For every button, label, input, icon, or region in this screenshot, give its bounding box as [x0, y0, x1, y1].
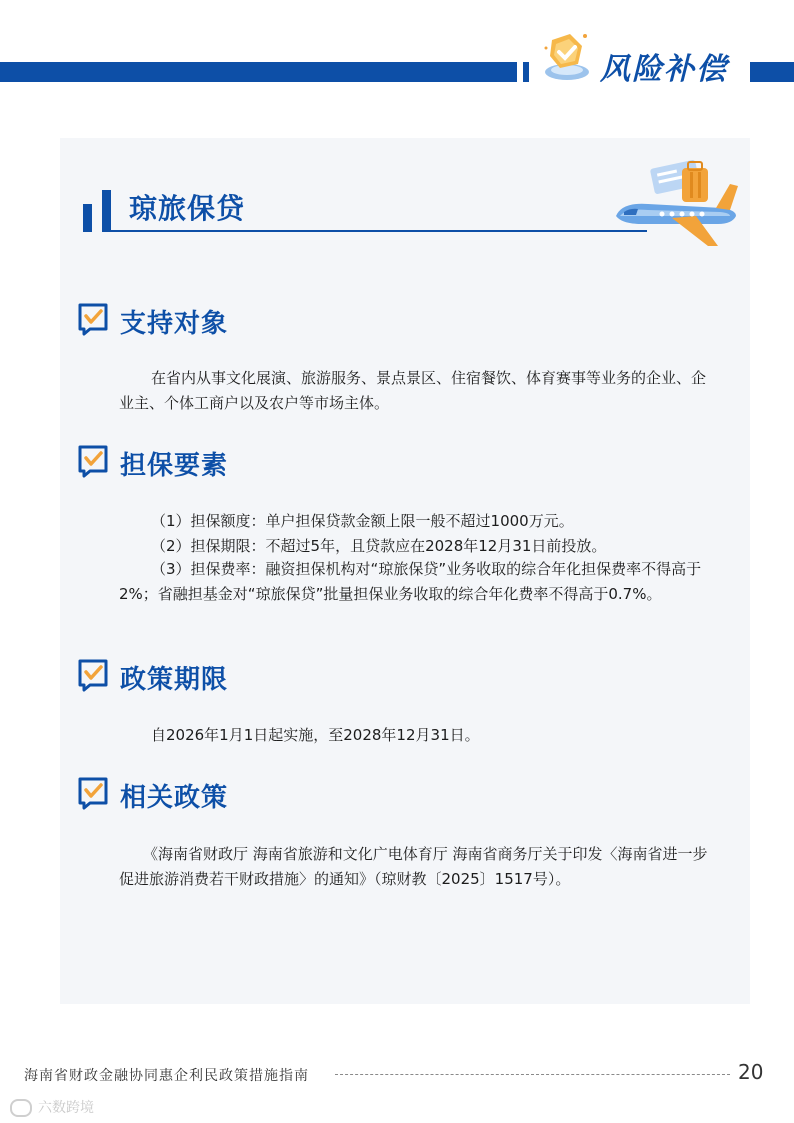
shield-check-icon	[538, 28, 596, 84]
checkbox-icon	[78, 659, 108, 692]
subsection-title: 相关政策	[120, 783, 229, 813]
list-item: （3）担保费率：融资担保机构对“琼旅保贷”业务收取的综合年化担保费率不得高于2%；省融担基金对“琼旅保贷”批量担保业务收取的综合年化费率不得高于0.7%。	[119, 560, 702, 603]
paragraph: 自2026年1月1日起实施，至2028年12月31日。	[151, 726, 480, 744]
banner-title: 风险补偿	[600, 52, 728, 87]
section-title: 琼旅保贷	[129, 192, 246, 225]
paragraph: 《海南省财政厅 海南省旅游和文化广电体育厅 海南省商务厅关于印发〈海南省进一步促进旅游消费若干财政措施〉的通知》（琼财教〔2025〕1517号）。	[119, 845, 708, 888]
subsection-title: 支持对象	[120, 309, 229, 339]
watermark-logo-icon	[10, 1099, 32, 1117]
subsection-title: 担保要素	[120, 451, 229, 481]
header-underline	[102, 230, 647, 232]
airplane-luggage-icon	[612, 150, 744, 250]
section-header	[83, 185, 643, 235]
footer-divider	[335, 1074, 730, 1075]
list-item: （2）担保期限：不超过5年，且贷款应在2028年12月31日前投放。	[151, 537, 607, 555]
banner-bar-left	[0, 62, 517, 82]
footer-title: 海南省财政金融协同惠企利民政策措施指南	[24, 1068, 309, 1084]
checkbox-icon	[78, 445, 108, 478]
watermark-text: 六数跨境	[38, 1100, 94, 1116]
header-accent-bar	[83, 204, 92, 232]
header-accent-bar	[102, 190, 111, 232]
watermark	[10, 1097, 94, 1117]
checkbox-icon	[78, 303, 108, 336]
page-number: 20	[738, 1060, 764, 1084]
list-item: （1）担保额度：单户担保贷款金额上限一般不超过1000万元。	[151, 512, 574, 530]
subsection-title: 政策期限	[120, 665, 229, 695]
banner-bar-right	[750, 62, 794, 82]
paragraph: 在省内从事文化展演、旅游服务、景点景区、住宿餐饮、体育赛事等业务的企业、企业主、个体工商户以及农户等市场主体。	[119, 369, 707, 412]
checkbox-icon	[78, 777, 108, 810]
banner-bar-tick	[523, 62, 529, 82]
